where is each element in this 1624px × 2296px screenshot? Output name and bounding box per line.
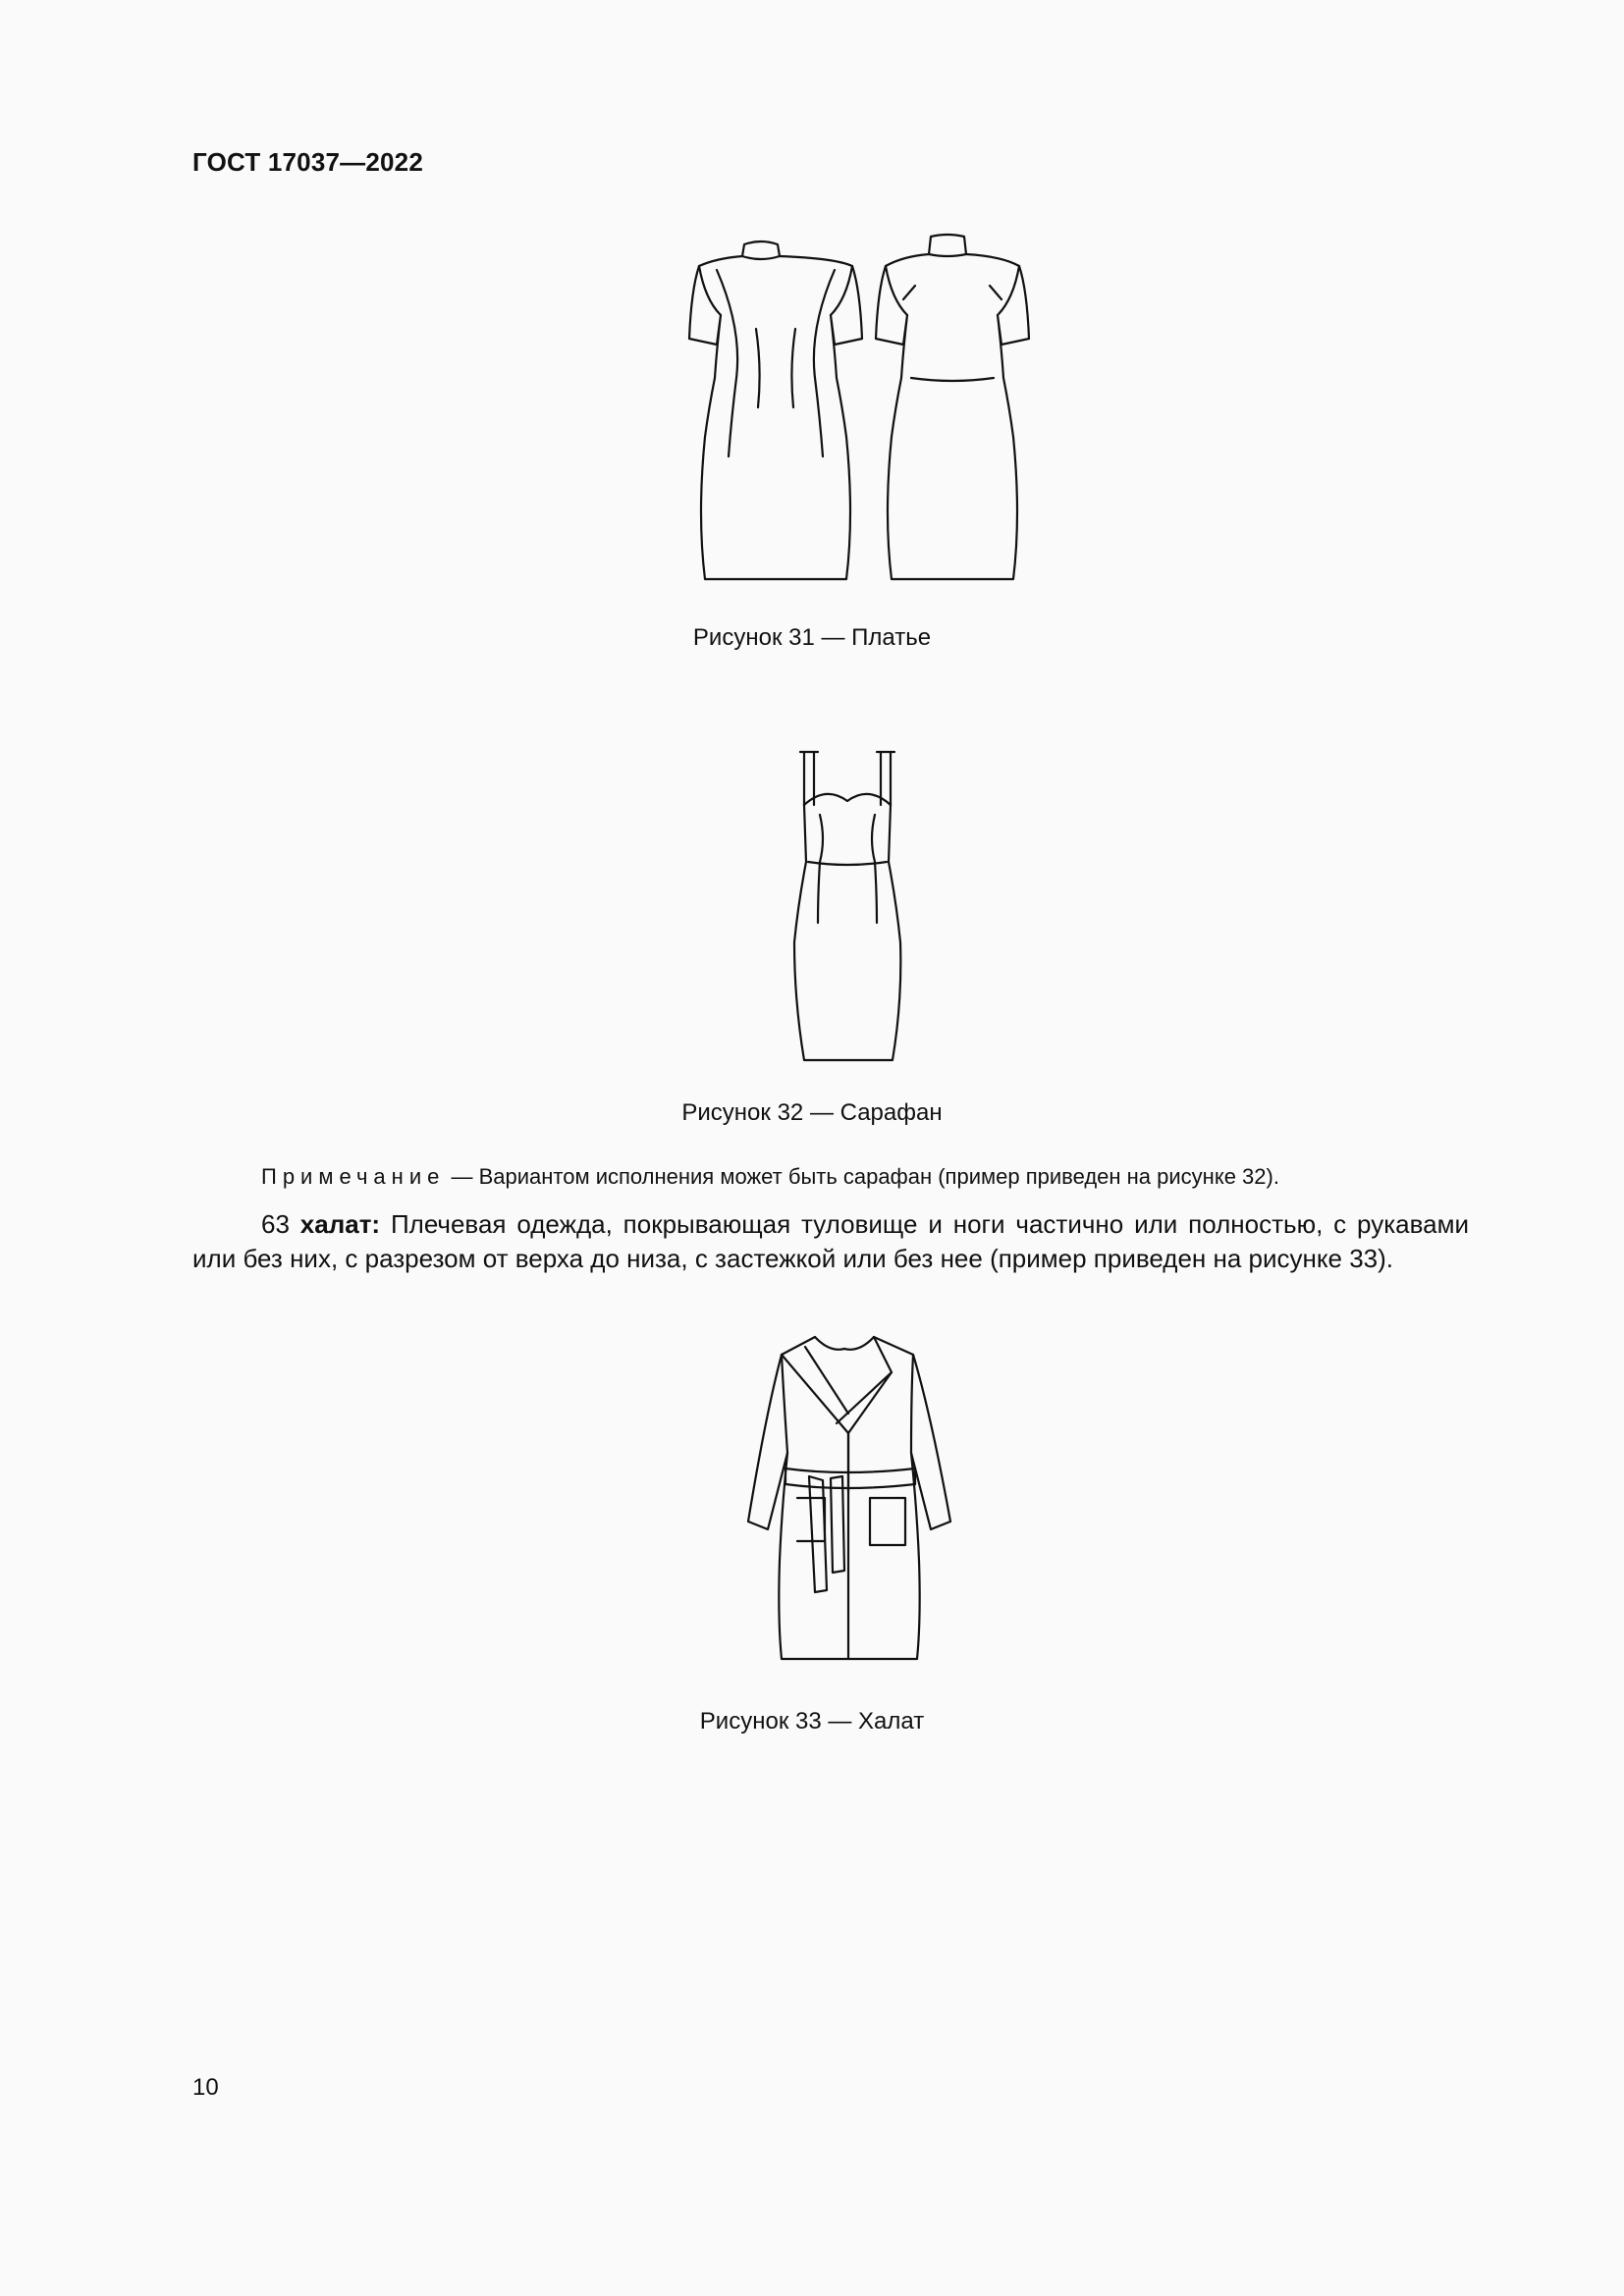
note-label: Примечание (261, 1164, 446, 1189)
dress-back-drawing (876, 235, 1029, 579)
page-number: 10 (192, 2074, 219, 2101)
figure-sarafan-illustration (790, 746, 908, 1070)
note (192, 1162, 1469, 1192)
figure-32-caption: Рисунок 32 — Сарафан (681, 1099, 943, 1126)
document-header: ГОСТ 17037—2022 (192, 147, 423, 177)
figure-31-caption: Рисунок 31 — Платье (692, 624, 932, 651)
figure-robe-illustration (746, 1335, 952, 1669)
definition-text: Плечевая одежда, покрывающая туловище и ноги частично или полностью, с рукавами или без них, с разрезом от верха до низа, с застежкой или без нее (пример приведен на рисунке 33). (192, 1209, 1469, 1273)
definition-number: 63 (261, 1209, 290, 1239)
dress-front-drawing (689, 241, 862, 579)
definition-term: халат: (299, 1209, 381, 1239)
figure-dress-illustration (677, 231, 1031, 584)
definition-paragraph (192, 1207, 1469, 1276)
note-text: — Вариантом исполнения может быть сарафан (пример приведен на рисунке 32). (445, 1164, 1279, 1189)
figure-33-caption: Рисунок 33 — Халат (699, 1708, 925, 1735)
